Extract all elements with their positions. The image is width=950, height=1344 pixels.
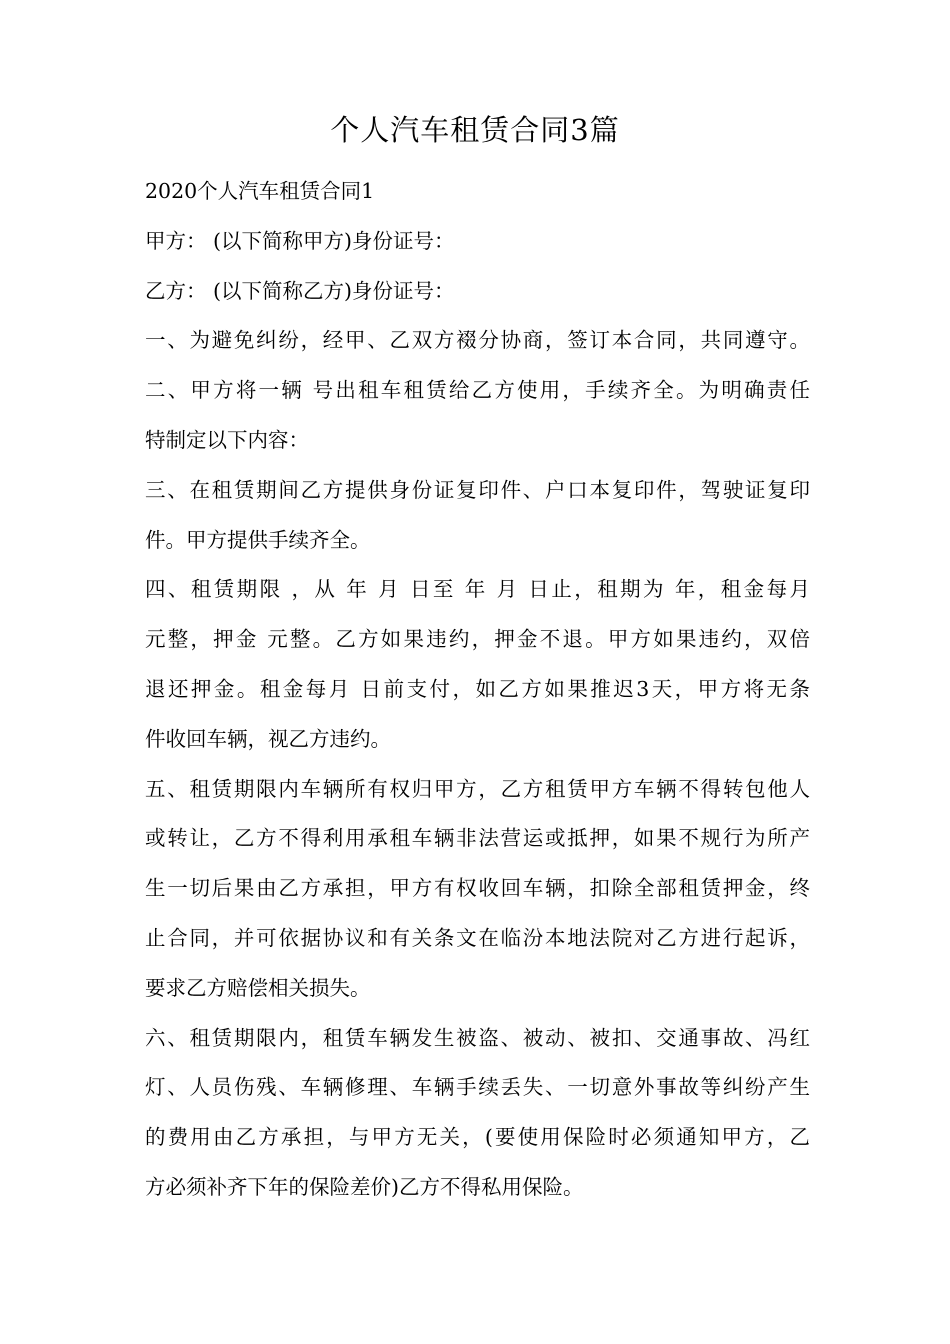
document-body [145, 167, 810, 1213]
party-a-line: 甲方： (以下简称甲方)身份证号： [145, 228, 455, 253]
clause-4-line-3: 退还押金。租金每月 日前支付，如乙方如果推迟3天，甲方将无条 [145, 676, 810, 701]
clause-4-line-1: 四、租赁期限 ，从 年 月 日至 年 月 日止，租期为 年，租金每月 [145, 577, 810, 602]
clause-3 [145, 466, 810, 566]
clause-4-line-2: 元整，押金 元整。乙方如果违约，押金不退。甲方如果违约，双倍 [145, 627, 810, 652]
document-title: 个人汽车租赁合同3篇 [330, 113, 620, 147]
clause-6-line-1: 六、租赁期限内，租赁车辆发生被盗、被动、被扣、交通事故、冯红 [145, 1025, 810, 1050]
clause-3-line-2: 件。甲方提供手续齐全。 [145, 527, 371, 552]
clause-2-line-2: 特制定以下内容： [145, 427, 309, 452]
clause-4 [145, 565, 810, 764]
clause-1: 一、为避免纠纷，经甲、乙双方裰分协商，签订本合同，共同遵守。 [145, 328, 810, 353]
clause-5-line-1: 五、租赁期限内车辆所有权归甲方，乙方租赁甲方车辆不得转包他人 [145, 776, 810, 801]
party-b-line: 乙方： (以下简称乙方)身份证号： [145, 278, 455, 303]
clause-2 [145, 366, 810, 466]
clause-5-line-4: 止合同，并可依据协议和有关条文在临汾本地法院对乙方进行起诉， [145, 925, 810, 950]
clause-6-line-4: 方必须补齐下年的保险差价)乙方不得私用保险。 [145, 1174, 584, 1199]
clause-5-line-2: 或转让，乙方不得利用承租车辆非法营运或抵押，如果不规行为所产 [145, 826, 810, 851]
clause-6-line-2: 灯、人员伤残、车辆修理、车辆手续丢失、一切意外事故等纠纷产生 [145, 1075, 810, 1100]
clause-5-line-5: 要求乙方赔偿相关损失。 [145, 975, 371, 1000]
clause-5 [145, 765, 810, 1014]
clause-6-line-3: 的费用由乙方承担，与甲方无关，(要使用保险时必须通知甲方，乙 [145, 1125, 810, 1150]
clause-5-line-3: 生一切后果由乙方承担，甲方有权收回车辆，扣除全部租赁押金，终 [145, 876, 810, 901]
clause-4-line-4: 件收回车辆，视乙方违约。 [145, 726, 391, 751]
clause-2-line-1: 二、甲方将一辆 号出租车租赁给乙方使用，手续齐全。为明确责任 [145, 378, 810, 403]
clause-3-line-1: 三、在租赁期间乙方提供身份证复印件、户口本复印件，驾驶证复印 [145, 477, 810, 502]
clause-6 [145, 1014, 810, 1213]
contract-subtitle: 2020个人汽车租赁合同1 [145, 179, 375, 203]
